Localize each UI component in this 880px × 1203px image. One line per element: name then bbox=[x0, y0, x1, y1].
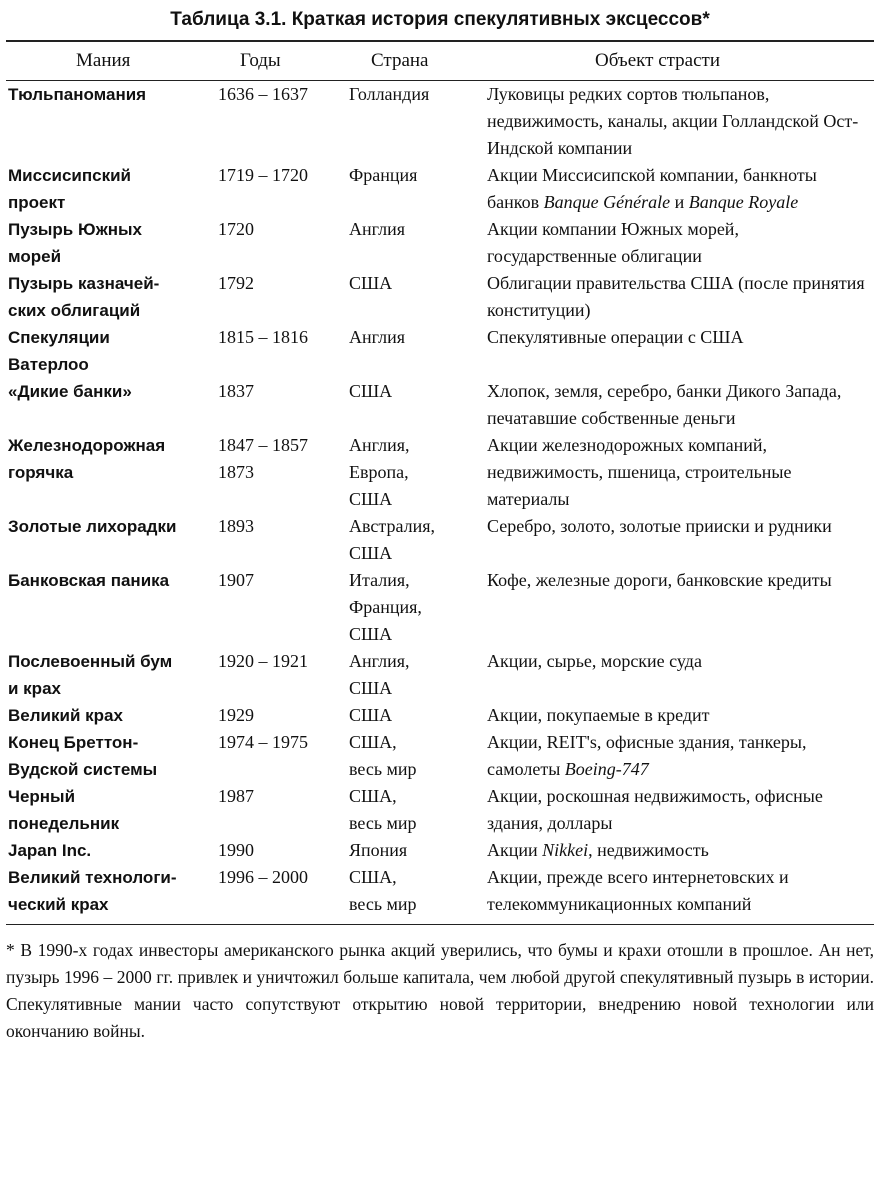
table-row bbox=[6, 837, 874, 864]
mania-cell: Великий технологи- ческий крах bbox=[6, 864, 218, 925]
country-cell: Англия, США bbox=[349, 651, 410, 698]
mania-cell: Банковская паника bbox=[8, 571, 170, 590]
object-cell: Кофе, железные дороги, банковские кредиты bbox=[487, 570, 832, 590]
years-cell: 1792 bbox=[218, 273, 254, 293]
country-cell: Англия bbox=[349, 219, 405, 239]
mania-cell: Спекуляции Ватерлоо bbox=[8, 328, 110, 374]
country-cell: Франция bbox=[349, 165, 418, 185]
table-row bbox=[6, 162, 874, 216]
table-body bbox=[6, 81, 874, 925]
table-row bbox=[6, 783, 874, 837]
table-row bbox=[6, 702, 874, 729]
object-cell: Акции, покупаемые в кредит bbox=[487, 705, 710, 725]
mania-cell: Золотые лихорадки bbox=[8, 517, 177, 536]
years-cell: 1815 – 1816 bbox=[218, 327, 308, 347]
years-cell: 1987 bbox=[218, 786, 254, 806]
object-cell: Серебро, золото, золотые прииски и рудники bbox=[487, 516, 832, 536]
table-row bbox=[6, 378, 874, 432]
country-cell: США, весь мир bbox=[349, 732, 417, 779]
mania-cell: Черный понедельник bbox=[8, 787, 120, 833]
country-cell: США bbox=[349, 381, 393, 401]
country-cell: Австралия, США bbox=[349, 516, 436, 563]
table-row bbox=[6, 216, 874, 270]
table-row bbox=[6, 270, 874, 324]
table-row bbox=[6, 432, 874, 513]
years-cell: 1893 bbox=[218, 516, 254, 536]
mania-cell: Великий крах bbox=[8, 706, 123, 725]
footnote: * В 1990-х годах инвесторы американского рынка акций уверились, что бумы и крахи отошли в прошлое. Ан нет, пузырь 1996 – 2000 гг. привлек и уничтожил больше капитала, чем любой другой спекулятивный пузырь в истории. Спекулятивные мании часто сопутствуют открытию новой территории, внедрению новой технологии или окончанию войны. bbox=[6, 940, 874, 1041]
speculative-excesses-table bbox=[6, 40, 874, 925]
country-cell: США, весь мир bbox=[349, 786, 417, 833]
mania-cell: Конец Бреттон- Вудской системы bbox=[8, 733, 158, 779]
object-cell: Акции, сырье, морские суда bbox=[487, 651, 702, 671]
object-cell: Акции Миссисипской компании, банкноты банков Banque Générale и Banque Royale bbox=[487, 165, 817, 212]
years-cell: 1920 – 1921 bbox=[218, 651, 308, 671]
mania-cell: «Дикие банки» bbox=[8, 382, 132, 401]
object-cell: Акции, роскошная недвижимость, офисные здания, доллары bbox=[487, 786, 823, 833]
object-cell: Акции железнодорожных компаний, недвижимость, пшеница, строительные материалы bbox=[487, 435, 792, 509]
object-cell: Акции компании Южных морей, государственные облигации bbox=[487, 219, 739, 266]
years-cell: 1974 – 1975 bbox=[218, 732, 308, 752]
country-cell: Голландия bbox=[349, 84, 430, 104]
country-cell: США bbox=[349, 705, 393, 725]
mania-cell: Железнодорожная горячка bbox=[8, 436, 166, 482]
table-row bbox=[6, 81, 874, 163]
years-cell: 1907 bbox=[218, 570, 254, 590]
country-cell: США, весь мир bbox=[345, 864, 485, 925]
country-cell: США bbox=[349, 273, 393, 293]
object-cell: Луковицы редких сортов тюльпанов, недвижимость, каналы, акции Голландской Ост-Индской компании bbox=[487, 84, 859, 158]
years-cell: 1720 bbox=[218, 219, 254, 239]
country-cell: Япония bbox=[349, 840, 408, 860]
header-mania: Мания bbox=[6, 41, 218, 81]
object-cell: Акции Nikkei, недвижимость bbox=[487, 840, 709, 860]
country-cell: Италия, Франция, США bbox=[349, 570, 422, 644]
mania-cell: Пузырь Южных морей bbox=[8, 220, 143, 266]
table-title: Таблица 3.1. Краткая история спекулятивных эксцессов* bbox=[170, 9, 710, 30]
mania-cell: Japan Inc. bbox=[8, 841, 92, 860]
country-cell: Англия bbox=[349, 327, 405, 347]
header-country: Страна bbox=[345, 41, 485, 81]
object-cell: Акции, REIT's, офисные здания, танкеры, самолеты Boeing-747 bbox=[487, 732, 807, 779]
object-cell: Облигации правительства США (после принятия конституции) bbox=[487, 273, 865, 320]
mania-cell: Пузырь казначей- ских облигаций bbox=[8, 274, 160, 320]
years-cell: 1990 bbox=[218, 840, 254, 860]
years-cell: 1996 – 2000 bbox=[218, 864, 345, 925]
table-header-row bbox=[6, 41, 874, 81]
years-cell: 1636 – 1637 bbox=[218, 84, 308, 104]
object-cell: Акции, прежде всего интернетовских и телекоммуникационных компаний bbox=[485, 864, 874, 925]
mania-cell: Послевоенный бум и крах bbox=[8, 652, 173, 698]
object-cell: Хлопок, земля, серебро, банки Дикого Запада, печатавшие собственные деньги bbox=[487, 381, 842, 428]
table-row bbox=[6, 567, 874, 648]
table-row bbox=[6, 324, 874, 378]
mania-cell: Тюльпаномания bbox=[8, 85, 147, 104]
object-cell: Спекулятивные операции с США bbox=[487, 327, 744, 347]
table-row bbox=[6, 513, 874, 567]
country-cell: Англия, Европа, США bbox=[349, 435, 410, 509]
years-cell: 1847 – 1857 1873 bbox=[218, 435, 308, 482]
table-row bbox=[6, 864, 874, 925]
table-row bbox=[6, 729, 874, 783]
years-cell: 1719 – 1720 bbox=[218, 165, 308, 185]
header-object: Объект страсти bbox=[485, 41, 874, 81]
mania-cell: Миссисипский проект bbox=[8, 166, 132, 212]
header-years: Годы bbox=[218, 41, 345, 81]
table-row bbox=[6, 648, 874, 702]
years-cell: 1929 bbox=[218, 705, 254, 725]
years-cell: 1837 bbox=[218, 381, 254, 401]
